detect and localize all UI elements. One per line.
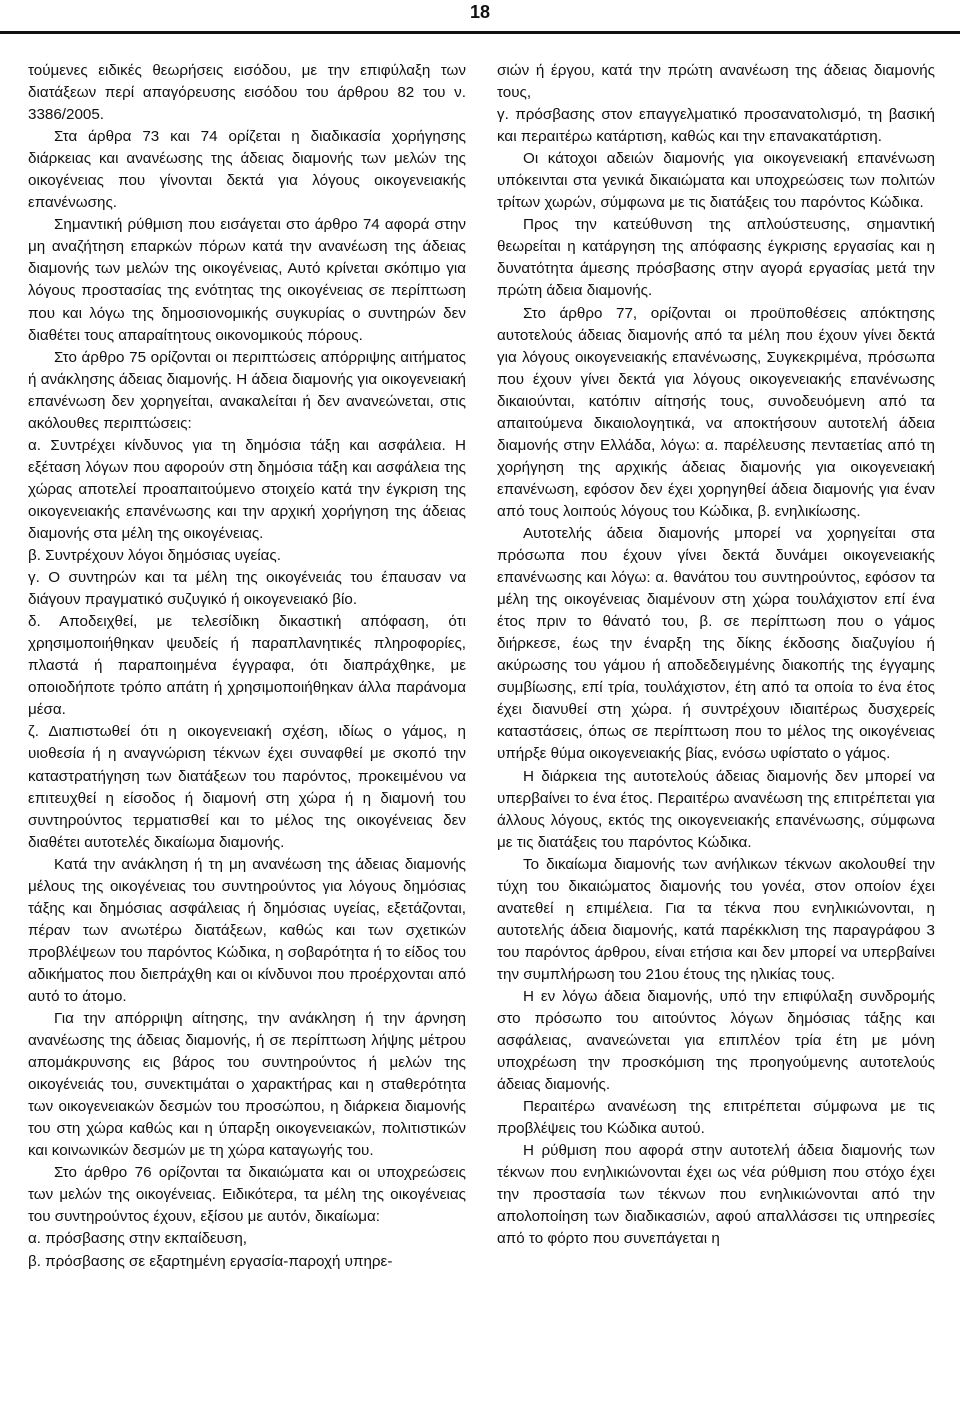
paragraph: Η διάρκεια της αυτοτελούς άδειας διαμονής δεν μπορεί να υπερβαίνει το ένα έτος. Περαιτέρω ανανέωση της επιτρέπεται για άλλους λόγους, εκτός της οικογενειακής επανένωσης, σύμφωνα με τις διατάξεις του παρόντος Κώδικα. (497, 767, 935, 851)
paragraph: γ. Ο συντηρών και τα μέλη της οικογένειάς του έπαυσαν να διάγουν πραγματικό συζυγικό ή οικογενειακό βίο. (28, 569, 466, 609)
paragraph: Περαιτέρω ανανέωση της επιτρέπεται σύμφωνα με τις προβλέψεις του Κώδικα αυτού. (497, 1098, 935, 1138)
paragraph: Στα άρθρα 73 και 74 ορίζεται η διαδικασία χορήγησης διάρκειας και ανανέωσης της άδειας διαμονής των μελών της οικογένειας που γίνονται δεκτά για λόγους οικογενειακής επανένωσης. (28, 128, 466, 212)
paragraph: Το δικαίωμα διαμονής των ανήλικων τέκνων ακολουθεί την τύχη του δικαιώματος διαμονής του γονέα, στον οποίον έχει ανατεθεί η επιμέλεια. Για τα τέκνα που ενηλικιώνονται, η αυτοτελής άδεια διαμονής, κατά παρέκκλιση της παραγράφου 3 του παρόντος άρθρου, είναι ετήσια και δεν μπορεί να υπερβαίνει την συμπλήρωση του 21ου έτους της ηλικίας τους. (497, 855, 935, 983)
left-column (28, 60, 466, 1273)
paragraph: Αυτοτελής άδεια διαμονής μπορεί να χορηγείται στα πρόσωπα που έχουν γίνει δεκτά δυνάμει οικογενειακής επανένωσης και λόγω: α. θανάτου του συντηρούντος, εφόσον τα μέλη της οικογένειας διαμένουν στη χώρα τουλάχιστον επί ένα έτος πριν το θάνατό του, β. σε περίπτωση που ο γάμος διήρκεσε, έως την έναρξη της δίκης έκδοσης διαζυγίου ή ακύρωσης του γάμου ή αποδεδειγμένης διακοπής της έγγαμης συμβίωσης, επί τρία, τουλάχιστον, έτη από τα οποία το ένα έτος έχει διανυθεί στη χώρα. ή συντρέχουν ιδιαιτέρως δυσχερείς καταστάσεις, όπως σε περίπτωση που το μέλος της οικογένειας υπήρξε θύμα οικογενειακής βίας, ενόσω υφίσταto o γάμος. (497, 524, 935, 763)
paragraph: δ. Αποδειχθεί, με τελεσίδικη δικαστική απόφαση, ότι χρησιμοποιήθηκαν ψευδείς ή παραπλανητικές πληροφορίες, πλαστά ή παραποιημένα έγγραφα, ότι διαπράχθηκε, με οποιοδήποτε τρόπο απάτη ή χρησιμοποιήθηκαν άλλα παράνομα μέσα. (28, 613, 466, 719)
paragraph: σιών ή έργου, κατά την πρώτη ανανέωση της άδειας διαμονής τους, (497, 62, 935, 102)
paragraph: ζ. Διαπιστωθεί ότι η οικογενειακή σχέση, ιδίως ο γάμος, η υιοθεσία ή η αναγνώριση τέκνων έχει συναφθεί με σκοπό την καταστρατήγηση των διατάξεων του παρόντος, προκειμένου να επιτευχθεί η είσοδος ή διαμονή στη χώρα ή η διαμονή του συντηρούντος τερματισθεί και το μέλος της οικογένειας δεν διαθέτει αυτοτελές δικαίωμα διαμονής. (28, 723, 466, 851)
paragraph: Σημαντική ρύθμιση που εισάγεται στο άρθρο 74 αφορά στην μη αναζήτηση επαρκών πόρων κατά την ανανέωση της άδειας διαμονής των μελών της οικογένειας, Αυτό κρίνεται σκόπιμο για λόγους προστασίας της ενότητας της οικογένειας σε περίπτωση που και λόγω της δημοσιονομικής συγκυρίας ο συντηρών δεν διαθέτει τους απαραίτητους οικονομικούς πόρους. (28, 216, 466, 344)
paragraph: Στο άρθρο 77, ορίζονται οι προϋποθέσεις απόκτησης αυτοτελούς άδειας διαμονής από τα μέλη που έχουν γίνει δεκτά για λόγους οικογενειακής επανένωσης, Συγκεκριμένα, πρόσωπα που έχουν γίνει δεκτά για λόγους οικογενειακής επανένωσης δικαιούνται, κατόπιν αίτησής τους, συνοδευόμενη από τα απαιτούμενα δικαιολογητικά, να αποκτήσουν αυτοτελή άδεια διαμονής στην Ελλάδα, λόγω: α. παρέλευσης πενταετίας από τη χορήγηση της αρχικής άδειας διαμονής για οικογενειακή επανένωση, εφόσον δεν έχει χορηγηθεί άδεια διαμονής για έναν από τους λοιπούς λόγους του Κώδικα, β. ενηλικίωσης. (497, 304, 935, 520)
paragraph: Η ρύθμιση που αφορά στην αυτοτελή άδεια διαμονής των τέκνων που ενηλικιώνονται έχει ως νέα ρύθμιση που στόχο έχει την προστασία των τέκνων που ενηλικιώνονται από την απολοποίηση των διαδικασιών, αφού απαλλάσσει τις υπηρεσίες από το φόρτο που συνεπάγεται η (497, 1142, 935, 1248)
paragraph: α. Συντρέχει κίνδυνος για τη δημόσια τάξη και ασφάλεια. Η εξέταση λόγων που αφορούν στη δημόσια τάξη και ασφάλεια της χώρας αποτελεί προαπαιτούμενο στοιχείο κατά την έγκριση της οικογενειακής επανένωσης και την αρχική χορήγηση της άδειας διαμονής στα μέλη της οικογένειας. (28, 436, 466, 542)
paragraph: γ. πρόσβασης στον επαγγελματικό προσανατολισμό, τη βασική και περαιτέρω κατάρτιση, καθώς και την επανακατάρτιση. (497, 106, 935, 146)
paragraph: α. πρόσβασης στην εκπαίδευση, (28, 1230, 248, 1248)
paragraph: Οι κάτοχοι αδειών διαμονής για οικογενειακή επανένωση υπόκεινται στα γενικά δικαιώματα και υποχρεώσεις των πολιτών τρίτων χωρών, σύμφωνα με τις διατάξεις του παρόντος Κώδικα. (497, 150, 935, 212)
paragraph: Η εν λόγω άδεια διαμονής, υπό την επιφύλαξη συνδρομής στο πρόσωπο του αιτούντος λόγων δημόσιας τάξης και ασφάλειας, ανανεώνεται για επιπλέον τρία έτη με μόνη υποχρέωση την προσκόμιση της προηγούμενης αυτοτελούς άδειας διαμονής. (497, 987, 935, 1094)
page-number: 18 (470, 2, 491, 22)
paragraph: Κατά την ανάκληση ή τη μη ανανέωση της άδειας διαμονής μέλους της οικογένειας του συντηρούντος για λόγους δημόσιας τάξης και δημόσιας ασφάλειας ή δημόσιας υγείας, εξετάζονται, πέραν των ανωτέρω διατάξεων, καθώς και των σχετικών προβλέψεων του παρόντος Κώδικα, η σοβαρότητα ή το είδος του αδικήματος που διεπράχθη και οι κίνδυνοι που προέρχονται από αυτό το άτομο. (28, 855, 466, 1005)
paragraph: β. Συντρέχουν λόγοι δημόσιας υγείας. (28, 547, 281, 565)
header-rule (0, 31, 960, 34)
paragraph: Στο άρθρο 76 ορίζονται τα δικαιώματα και οι υποχρεώσεις των μελών της οικογένειας. Ειδικότερα, τα μέλη της οικογένειας του συντηρούντος έχουν, εξίσου με αυτόν, δικαίωμα: (28, 1164, 466, 1226)
paragraph: Για την απόρριψη αίτησης, την ανάκληση ή την άρνηση ανανέωσης της άδειας διαμονής, ή σε περίπτωση λήψης μέτρου απομάκρυνσης εις βάρος του συντηρούντος ή μελών της οικογένειάς του, συνεκτιμάται ο χαρακτήρας και η σταθερότητα των οικογενειακών δεσμών του προσώπου, η διάρκεια διαμονής του στη χώρα καθώς και η ύπαρξη οικογενειακών, πολιτιστικών και κοινωνικών δεσμών με τη χώρα καταγωγής του. (28, 1010, 466, 1160)
paragraph: β. πρόσβασης σε εξαρτημένη εργασία-παροχή υπηρε- (28, 1252, 393, 1270)
paragraph: Στο άρθρο 75 ορίζονται οι περιπτώσεις απόρριψης αιτήματος ή ανάκλησης άδειας διαμονής. Η άδεια διαμονής για οικογενειακή επανένωση δεν χορηγείται, ανακαλείται ή δεν ανανεώνεται, στις ακόλουθες περιπτώσεις: (28, 348, 466, 432)
right-column (497, 60, 935, 1251)
paragraph: Προς την κατεύθυνση της απλούστευσης, σημαντική θεωρείται η κατάργηση της απόφασης έγκρισης εργασίας και η δυνατότητα άμεσης πρόσβασης στην αγορά εργασίας μετά την πρώτη άδεια διαμονής. (497, 216, 935, 300)
paragraph: τούμενες ειδικές θεωρήσεις εισόδου, με την επιφύλαξη των διατάξεων περί απαγόρευσης εισόδου του άρθρου 82 του ν. 3386/2005. (28, 62, 466, 124)
